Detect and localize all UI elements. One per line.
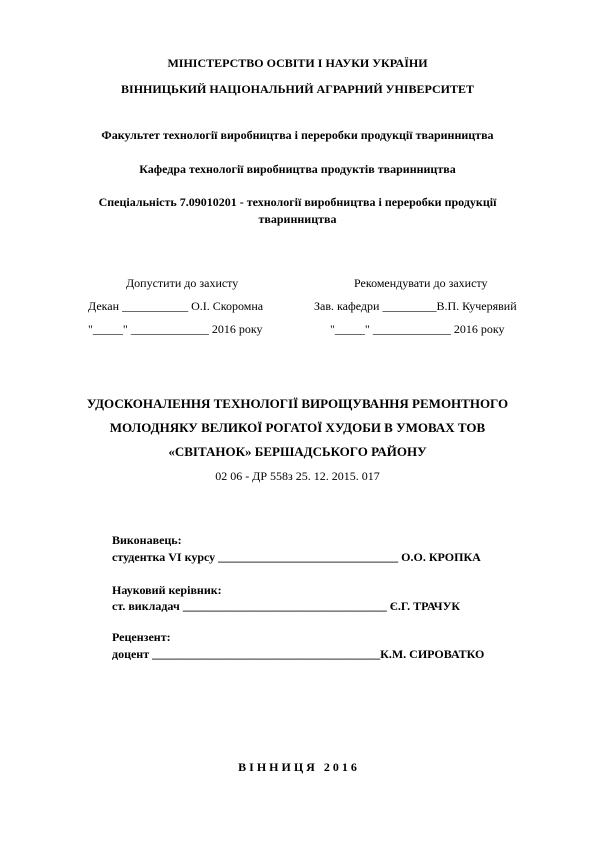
supervisor-line: [112, 599, 460, 614]
reviewer-role: доцент: [112, 647, 150, 661]
ministry-heading: МІНІСТЕРСТВО ОСВІТИ І НАУКИ УКРАЇНИ: [167, 56, 428, 70]
reviewer-blank: ______________________________________: [152, 647, 381, 661]
date-month-blank: _____________: [372, 322, 451, 336]
performer-role: студентка VI курсу: [112, 550, 216, 564]
performer-line: [112, 550, 481, 565]
dean-role: Декан: [88, 299, 120, 313]
date-year: 2016 року: [453, 322, 505, 336]
dean-signature-line: [88, 299, 263, 314]
thesis-title-line-2: МОЛОДНЯКУ ВЕЛИКОЇ РОГАТОЇ ХУДОБИ В УМОВАХ ТОВ: [109, 420, 486, 435]
date-day-blank: _____: [92, 322, 123, 336]
performer-label: Виконавець:: [112, 533, 182, 547]
date-day-blank: _____: [334, 322, 365, 336]
supervisor-role: ст. викладач: [112, 599, 180, 613]
dean-date-line: [88, 322, 262, 337]
city-year: В І Н Н И Ц Я 2 0 1 6: [238, 760, 357, 774]
thesis-title-line-3: «СВІТАНОК» БЕРШАДСЬКОГО РАЙОНУ: [168, 444, 427, 459]
specialty-line-1: Спеціальність 7.09010201 - технології виробництва і переробки продукції: [98, 195, 497, 209]
recommend-heading: Рекомендувати до захисту: [354, 276, 488, 290]
head-date-line: [330, 322, 504, 337]
department-line: Кафедра технології виробництва продуктів тваринництва: [139, 162, 456, 176]
thesis-title-line-1: УДОСКОНАЛЕННЯ ТЕХНОЛОГІЇ ВИРОЩУВАННЯ РЕМОНТНОГО: [86, 396, 509, 411]
specialty-line-2: тваринництва: [258, 212, 337, 226]
head-role: Зав. кафедри: [314, 299, 380, 313]
faculty-line: Факультет технології виробництва і переробки продукції тваринництва: [101, 128, 494, 142]
date-quote: ": [88, 322, 93, 336]
admit-heading: Допустити до захисту: [126, 276, 239, 290]
date-year: 2016 року: [211, 322, 263, 336]
reviewer-name: К.М. СИРОВАТКО: [380, 647, 485, 661]
reviewer-line: [112, 647, 484, 662]
head-name: В.П. Кучерявий: [436, 299, 517, 313]
reviewer-label: Рецензент:: [112, 630, 171, 644]
supervisor-blank: __________________________________: [182, 599, 387, 613]
date-month-blank: _____________: [130, 322, 209, 336]
performer-blank: ______________________________: [218, 550, 399, 564]
performer-name: О.О. КРОПКА: [401, 550, 481, 564]
head-signature-line: [314, 299, 517, 314]
dean-name: О.І. Скоромна: [191, 299, 264, 313]
head-signature-blank: _________: [382, 299, 437, 313]
supervisor-label: Науковий керівник:: [112, 583, 222, 597]
university-heading: ВІННИЦЬКИЙ НАЦІОНАЛЬНИЙ АГРАРНИЙ УНІВЕРСИТЕТ: [121, 82, 474, 96]
date-quote: ": [122, 322, 128, 336]
date-quote: ": [364, 322, 370, 336]
supervisor-name: Є.Г. ТРАЧУК: [389, 599, 461, 613]
dean-signature-blank: ___________: [122, 299, 189, 313]
date-quote: ": [330, 322, 335, 336]
document-code: 02 06 - ДР 558з 25. 12. 2015. 017: [215, 469, 380, 483]
